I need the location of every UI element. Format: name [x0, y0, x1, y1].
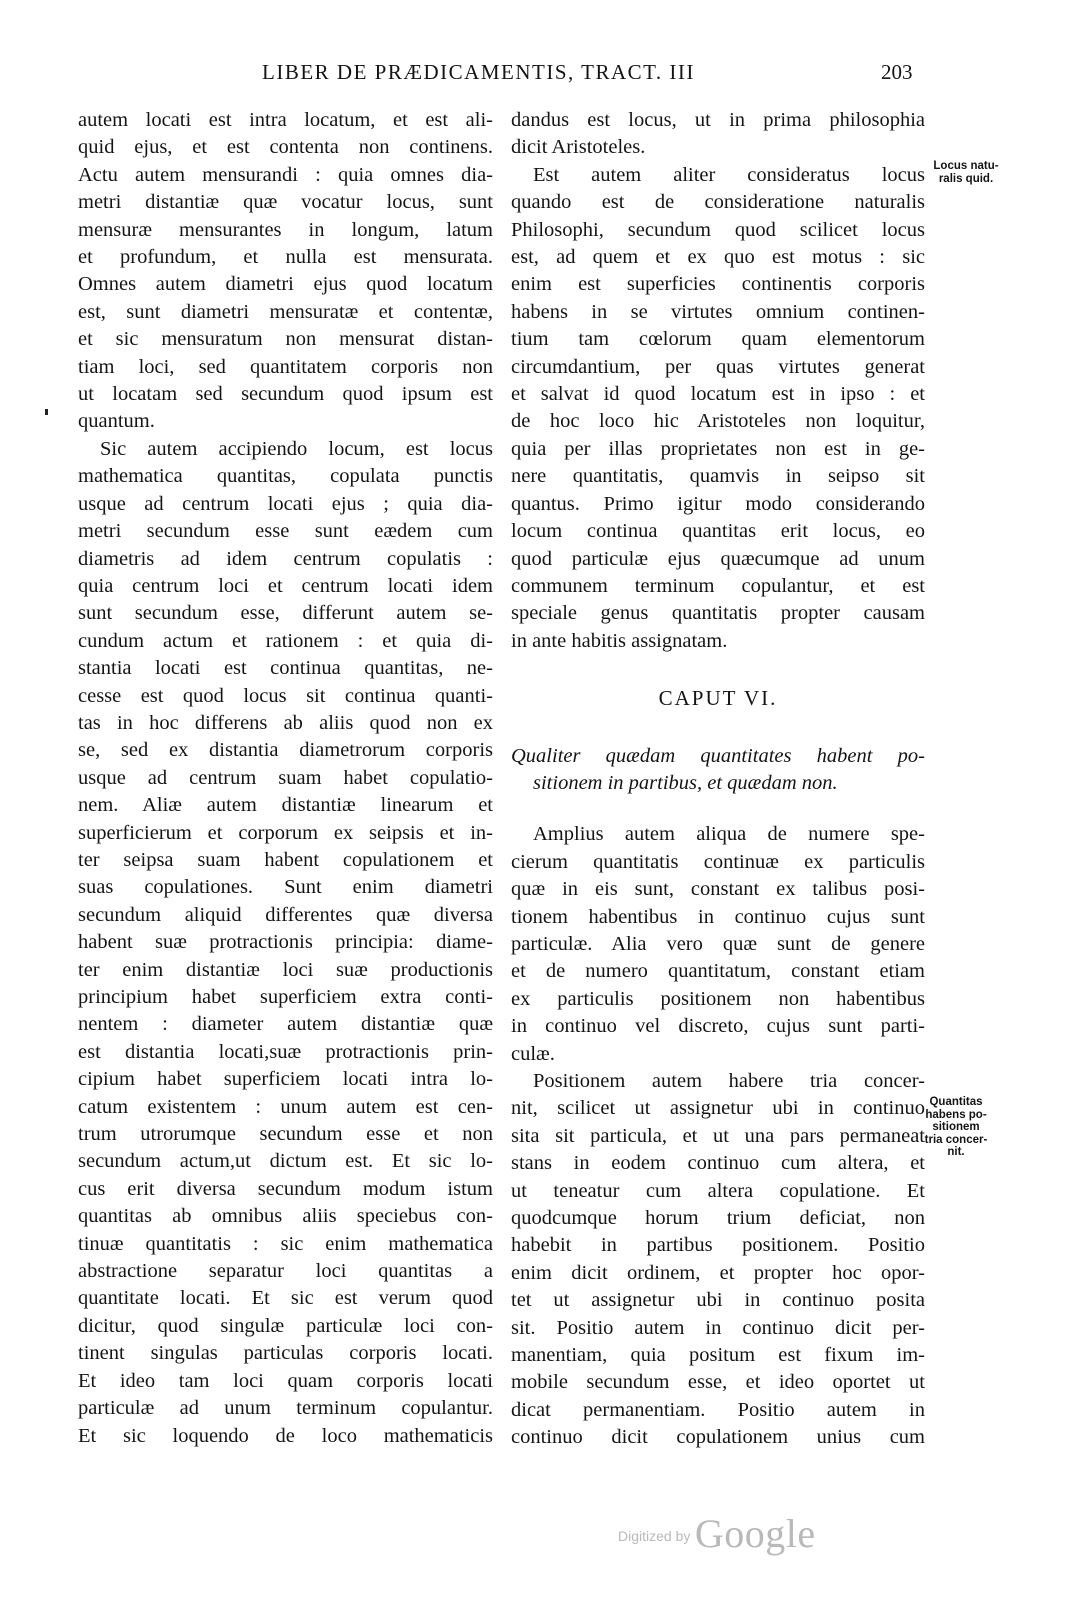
- text-line: dicat permanentiam. Positio autem in: [511, 1398, 925, 1421]
- text-line: est distantia locati,suæ protractionis prin-: [78, 1040, 493, 1063]
- margin-note-line: tria concer-: [924, 1133, 988, 1146]
- text-line: et profundum, et nulla est mensurata.: [78, 246, 493, 269]
- ink-speck: [45, 409, 48, 415]
- text-line: quod particulæ ejus quæcumque ad unum: [511, 547, 925, 570]
- text-line: Et sic loquendo de loco mathematicis: [78, 1424, 493, 1447]
- text-line: quantitas ab omnibus aliis speciebus con-: [78, 1205, 493, 1228]
- text-line: autem locati est intra locatum, et est ali-: [78, 109, 493, 131]
- text-line: sit. Positio autem in continuo dicit per-: [511, 1316, 925, 1339]
- text-line: communem terminum copulantur, et est: [511, 574, 925, 597]
- text-line: cus erit diversa secundum modum istum: [78, 1177, 493, 1200]
- text-line: catum existentem : unum autem est cen-: [78, 1095, 493, 1118]
- text-line: ut teneatur cum altera copulatione. Et: [511, 1179, 925, 1202]
- margin-note-line: nit.: [947, 1146, 965, 1158]
- text-line: in continuo vel discreto, cujus sunt parti-: [511, 1015, 925, 1038]
- text-line: est, ad quem et ex quo est motus : sic: [511, 246, 925, 269]
- text-line: quodcumque horum trium deficiat, non: [511, 1207, 925, 1230]
- text-line: dicit Aristoteles.: [511, 136, 646, 159]
- text-line: quia per illas proprietates non est in ge-: [511, 437, 925, 460]
- text-line: particulæ ad unum terminum copulantur.: [78, 1397, 493, 1420]
- margin-note-line: sitionem: [932, 1121, 980, 1133]
- google-logo: Google: [694, 1511, 816, 1556]
- text-line: circumdantium, per quas virtutes generat: [511, 355, 925, 378]
- text-line: secundum actum,ut dictum est. Et sic lo-: [78, 1150, 493, 1173]
- text-line: tet ut assignetur ubi in continuo posita: [511, 1289, 925, 1312]
- text-line: est, sunt diametri mensuratæ et contentæ,: [78, 300, 493, 323]
- paragraph-start-line: Est autem aliter consideratus locus: [533, 163, 925, 186]
- text-line: mathematica quantitas, copulata punctis: [78, 465, 493, 488]
- text-line: quantitate locati. Et sic est verum quod: [78, 1287, 493, 1310]
- paragraph-start-line: Amplius autem aliqua de numere spe-: [533, 823, 925, 846]
- text-line: quid ejus, et est contenta non continens.: [78, 136, 493, 159]
- text-line: usque ad centrum locati ejus ; quia dia-: [78, 492, 493, 515]
- text-line: superficierum et corporum ex seipsis et in-: [78, 821, 493, 844]
- text-line: in ante habitis assignatam.: [511, 629, 728, 652]
- paragraph-start-line: Positionem autem habere tria concer-: [533, 1070, 925, 1092]
- text-line: quia centrum loci et centrum locati idem: [78, 574, 493, 597]
- text-line: abstractione separatur loci quantitas a: [78, 1260, 493, 1283]
- text-line: mensuræ mensurantes in longum, latum: [78, 218, 493, 241]
- paragraph-start-line: Sic autem accipiendo locum, est locus: [100, 437, 493, 460]
- margin-note-line: ralis quid.: [938, 172, 994, 185]
- text-line: ter enim distantiæ loci suæ productionis: [78, 958, 493, 981]
- margin-note-line: habens po-: [925, 1108, 987, 1121]
- chapter-title-line: Qualiter quædam quantitates habent po-: [511, 744, 925, 767]
- digitized-by-watermark: [618, 1510, 816, 1557]
- margin-note-quantitas: [918, 1096, 994, 1159]
- text-line: tinent singulas particulas corporis locati.: [78, 1342, 493, 1365]
- text-line: nem. Aliæ autem distantiæ linearum et: [78, 794, 493, 817]
- text-line: quæ in eis sunt, constant ex talibus posi-: [511, 878, 925, 901]
- text-line: sunt secundum esse, differunt autem se-: [78, 602, 493, 625]
- text-line: tium tam cœlorum quam elementorum: [511, 328, 925, 351]
- text-line: de hoc loco hic Aristoteles non loquitur,: [511, 410, 925, 433]
- text-line: et de numero quantitatum, constant etiam: [511, 960, 925, 983]
- text-line: cierum quantitatis continuæ ex particulis: [511, 850, 925, 873]
- text-line: et salvat id quod locatum est in ipso : et: [511, 383, 925, 406]
- text-line: suas copulationes. Sunt enim diametri: [78, 876, 493, 899]
- text-line: tinuæ quantitatis : sic enim mathematica: [78, 1232, 493, 1255]
- text-line: metri secundum esse sunt eædem cum: [78, 520, 493, 543]
- text-line: dicitur, quod singulæ particulæ loci con-: [78, 1314, 493, 1337]
- text-line: quantum.: [78, 410, 155, 433]
- text-line: cundum actum et rationem : et quia di-: [78, 629, 493, 652]
- text-line: tiam loci, sed quantitatem corporis non: [78, 355, 493, 378]
- left-column: [78, 107, 493, 1450]
- text-line: habent suæ protractionis principia: diame-: [78, 931, 493, 954]
- margin-note-locus: [926, 160, 1006, 185]
- text-line: manentiam, quia positum est fixum im-: [511, 1344, 925, 1367]
- text-line: se, sed ex distantia diametrorum corporis: [78, 739, 493, 762]
- page-number: 203: [881, 60, 913, 84]
- text-line: nit, scilicet ut assignetur ubi in continuo: [511, 1097, 925, 1120]
- text-line: Actu autem mensurandi : quia omnes dia-: [78, 163, 493, 186]
- text-line: nere quantitatis, quamvis in seipso sit: [511, 465, 925, 488]
- text-line: diametris ad idem centrum copulatis :: [78, 547, 493, 570]
- text-line: mobile secundum esse, et ideo oportet ut: [511, 1371, 925, 1394]
- margin-note-line: Quantitas: [929, 1096, 983, 1108]
- text-line: Omnes autem diametri ejus quod locatum: [78, 273, 493, 296]
- text-line: stans in eodem continuo cum altera, et: [511, 1152, 925, 1175]
- text-line: sita sit particula, et ut una pars permaneat: [511, 1124, 925, 1147]
- running-head: LIBER DE PRÆDICAMENTIS, TRACT. III: [262, 60, 695, 84]
- text-line: nentem : diameter autem distantiæ quæ: [78, 1013, 493, 1036]
- text-line: tas in hoc differens ab aliis quod non ex: [78, 711, 493, 734]
- digitized-by-text: Digitized by: [618, 1528, 691, 1544]
- text-line: usque ad centrum suam habet copulatio-: [78, 766, 493, 789]
- text-line: ut locatam sed secundum quod ipsum est: [78, 383, 493, 406]
- text-line: habens in se virtutes omnium continen-: [511, 300, 925, 323]
- chapter-title-line: sitionem in partibus, et quædam non.: [533, 771, 838, 794]
- right-column: [511, 107, 925, 1452]
- text-line: secundum aliquid differentes quæ diversa: [78, 903, 493, 926]
- chapter-title: [511, 743, 925, 798]
- text-line: particulæ. Alia vero quæ sunt de genere: [511, 932, 925, 955]
- text-line: enim dicit ordinem, et propter hoc opor-: [511, 1261, 925, 1284]
- margin-note-line: Locus natu-: [933, 160, 999, 172]
- text-line: ter seipsa suam habent copulationem et: [78, 848, 493, 871]
- text-line: locum continua quantitas erit locus, eo: [511, 520, 925, 543]
- text-line: dandus est locus, ut in prima philosophia: [511, 109, 925, 131]
- text-line: continuo dicit copulationem unius cum: [511, 1426, 925, 1449]
- text-line: et sic mensuratum non mensurat distan-: [78, 328, 493, 351]
- text-line: stantia locati est continua quantitas, ne-: [78, 657, 493, 680]
- text-line: Et ideo tam loci quam corporis locati: [78, 1369, 493, 1392]
- text-line: Philosophi, secundum quod scilicet locus: [511, 218, 925, 241]
- text-line: cipium habet superficiem locati intra lo-: [78, 1068, 493, 1091]
- text-line: culæ.: [511, 1042, 555, 1065]
- text-line: habebit in partibus positionem. Positio: [511, 1234, 925, 1257]
- text-line: enim est superficies continentis corporis: [511, 273, 925, 296]
- text-line: speciale genus quantitatis propter causam: [511, 602, 925, 625]
- chapter-heading: CAPUT VI.: [658, 686, 778, 711]
- text-line: ex particulis positionem non habentibus: [511, 987, 925, 1010]
- text-line: quantus. Primo igitur modo considerando: [511, 492, 925, 515]
- text-line: metri distantiæ quæ vocatur locus, sunt: [78, 191, 493, 214]
- text-line: cesse est quod locus sit continua quanti-: [78, 684, 493, 707]
- text-line: principium habet superficiem extra conti-: [78, 986, 493, 1008]
- text-line: tionem habentibus in continuo cujus sunt: [511, 905, 925, 928]
- text-line: trum utrorumque secundum esse et non: [78, 1123, 493, 1146]
- text-line: quando est de consideratione naturalis: [511, 191, 925, 214]
